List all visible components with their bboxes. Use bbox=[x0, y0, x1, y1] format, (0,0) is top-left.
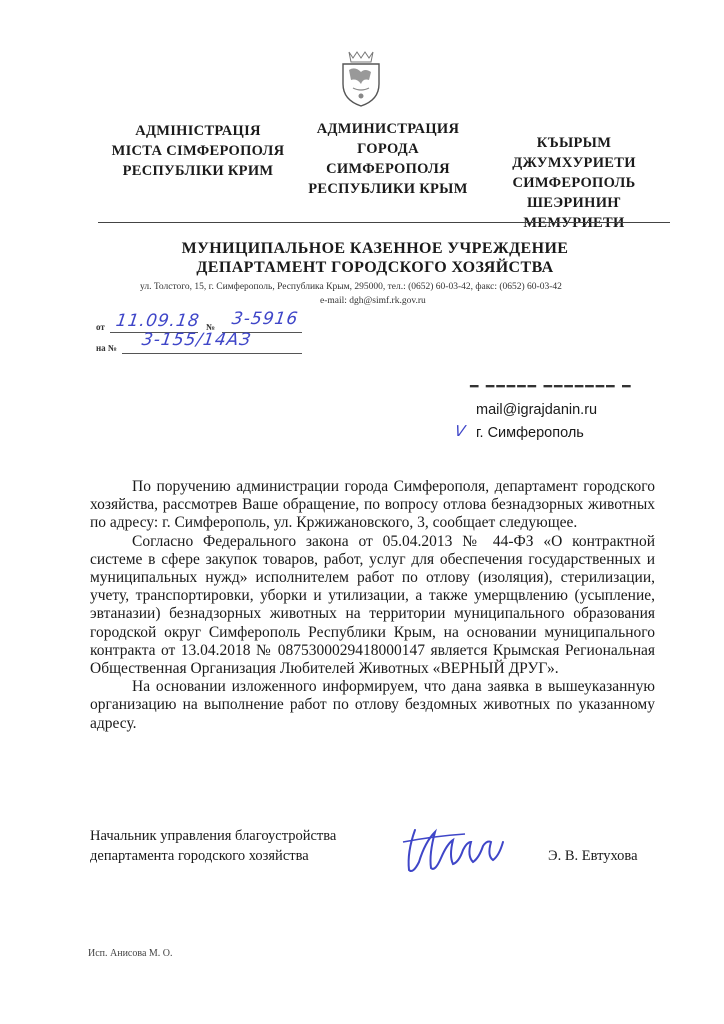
header-ct-line: КЪЫРЫМ bbox=[536, 135, 612, 151]
institution-email: e-mail: dgh@simf.rk.gov.ru bbox=[320, 296, 426, 306]
to-number-line bbox=[122, 353, 302, 354]
recipient-city: г. Симферополь bbox=[476, 425, 584, 441]
header-ru-line: СИМФЕРОПОЛЯ bbox=[326, 161, 450, 177]
handwritten-signature bbox=[395, 812, 515, 887]
header-ru-line: ГОРОДА bbox=[357, 141, 419, 157]
checkmark-handwritten: V bbox=[453, 422, 468, 440]
signatory-title-line-2: департамента городского хозяйства bbox=[90, 848, 309, 864]
header-ct-line: ШЕЭРИНИҤ bbox=[527, 195, 621, 211]
from-date-handwritten: 11.09.18 bbox=[114, 311, 202, 331]
header-ua-line: РЕСПУБЛІКИ КРИМ bbox=[122, 163, 274, 179]
department-name: ДЕПАРТАМЕНТ ГОРОДСКОГО ХОЗЯЙСТВА bbox=[196, 259, 554, 276]
to-number-handwritten: 3-155/14АЗ bbox=[140, 330, 253, 350]
header-ct-line: ДЖУМХУРИЕТИ bbox=[512, 155, 636, 171]
executor-note: Исп. Анисова М. О. bbox=[88, 948, 173, 959]
number-label: № bbox=[206, 322, 216, 332]
body-paragraph-3: На основании изложенного информируем, что дана заявка в вышеуказанную организацию на выполнение работ по отлову бездомных животных по указанному адресу. bbox=[90, 678, 655, 732]
header-ct-line: МЕМУРИЕТИ bbox=[523, 215, 625, 231]
header-ct-line: СИМФЕРОПОЛЬ bbox=[512, 175, 636, 191]
letter-body bbox=[90, 478, 655, 733]
signatory-title bbox=[90, 826, 336, 866]
signatory-title-line-1: Начальник управления благоустройства bbox=[90, 828, 337, 844]
header-ru-line: РЕСПУБЛИКИ КРЫМ bbox=[308, 181, 468, 197]
number-handwritten: 3-5916 bbox=[230, 309, 300, 329]
from-label: от bbox=[96, 322, 105, 332]
header-ru-line: АДМИНИСТРАЦИЯ bbox=[316, 121, 460, 137]
body-paragraph-1: По поручению администрации города Симферополя, департамент городского хозяйства, рассмотрев Ваше обращение, по вопросу отлова безнадзорных животных по адресу: г. Симферополь, ул. Кржижановского, 3, сообщает следующее. bbox=[90, 478, 655, 532]
header-russian bbox=[300, 119, 476, 199]
header-ua-line: МІСТА СІМФЕРОПОЛЯ bbox=[111, 143, 285, 159]
recipient-cut-line: ━ ━━━━━ ━━━━━━━ ━ bbox=[470, 380, 633, 395]
signatory-name: Э. В. Евтухова bbox=[548, 848, 638, 864]
header-ua-line: АДМІНІСТРАЦІЯ bbox=[135, 123, 261, 139]
to-label: на № bbox=[96, 343, 117, 353]
body-paragraph-2: Согласно Федерального закона от 05.04.2013 № 44-ФЗ «О контрактной системе в сфере закупок товаров, работ, услуг для обеспечения государственных и муниципальных нужд» исполнителем работ по отлову (изоляция), стерилизации, учету, транспортировки, уборки и утилизации, а также умерщвлению (усыпление, эвтаназии) безнадзорных животных на территории муниципального образования городской округ Симферополь Республики Крым, на основании муниципального контракта от 13.04.2018 № 0875300029418000147 является Крымская Региональная Общественная Организация Любителей Животных «ВЕРНЫЙ ДРУГ». bbox=[90, 532, 655, 678]
header-crimean-tatar bbox=[488, 133, 660, 233]
institution-address: ул. Толстого, 15, г. Симферополь, Республика Крым, 295000, тел.: (0652) 60-03-42, факс: (0652) 60-03-42 bbox=[140, 282, 562, 292]
institution-name: МУНИЦИПАЛЬНОЕ КАЗЕННОЕ УЧРЕЖДЕНИЕ bbox=[181, 240, 569, 257]
header-divider bbox=[98, 222, 670, 223]
crimea-coat-of-arms-icon bbox=[335, 48, 387, 110]
recipient-email: mail@igrajdanin.ru bbox=[476, 402, 598, 418]
header-ukrainian bbox=[98, 121, 298, 181]
